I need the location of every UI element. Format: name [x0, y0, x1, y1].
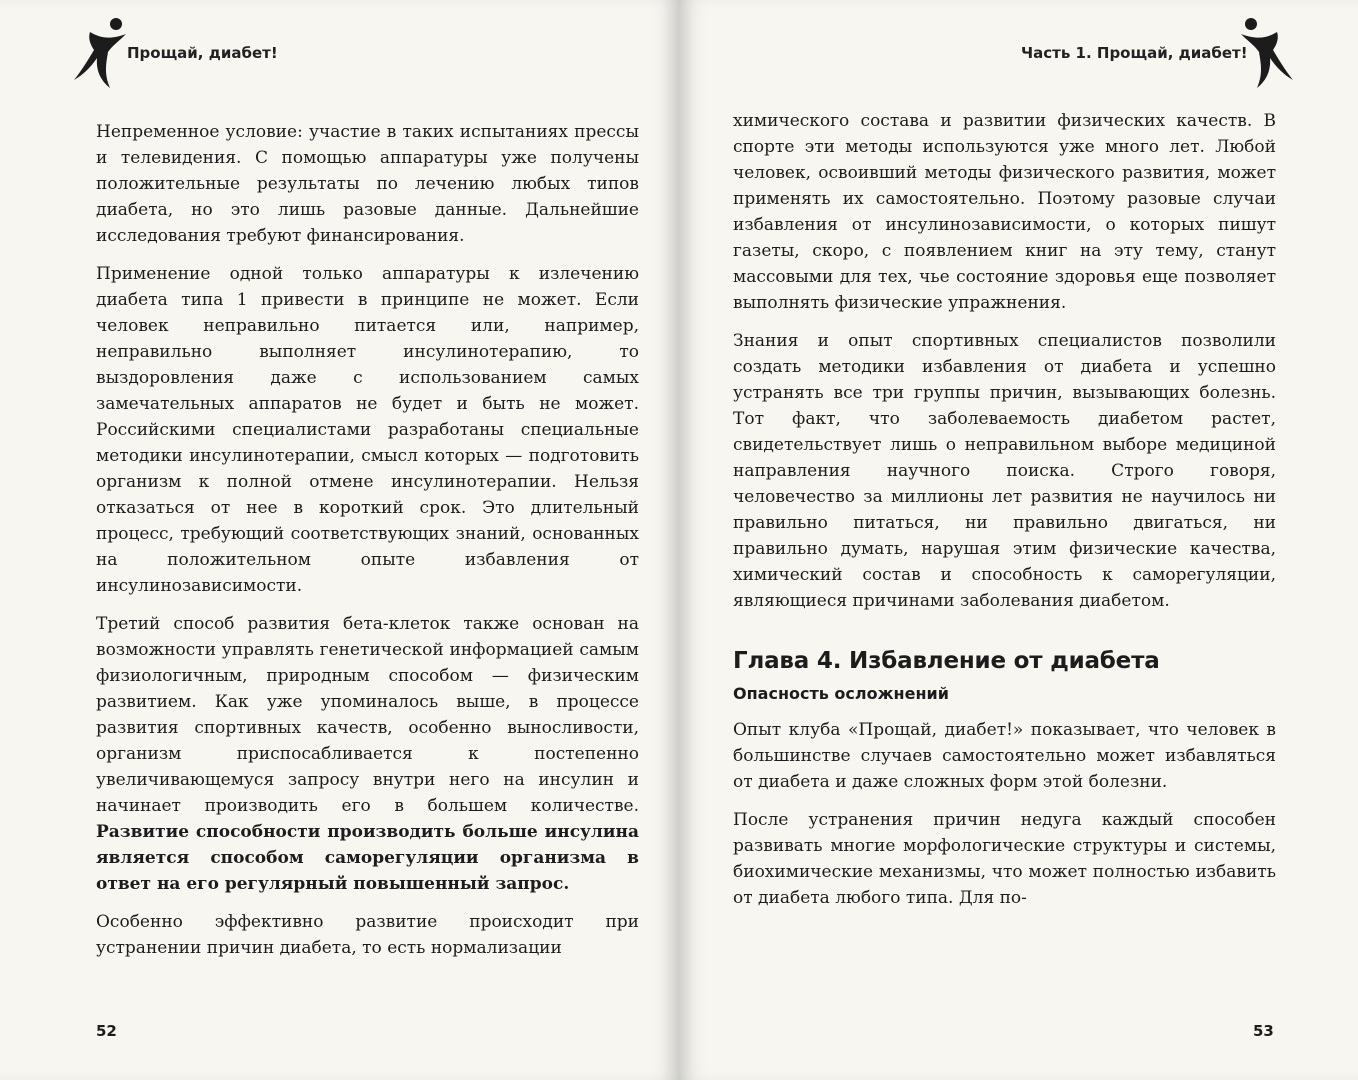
section-title: Опасность осложнений	[733, 684, 949, 703]
bold-emphasis: Развитие способности производить больше инсулина является способом саморегуляции организма в ответ на его регулярный повышенный запрос.	[96, 822, 639, 894]
paragraph: химического состава и развитии физических качеств. В спорте эти методы используются уже много лет. Любой человек, освоивший методы физического развития, может применять их самостоятельно. Поэтому разовые случаи избавления от инсулинозависимости, о которых пишут газеты, скоро, с появлением книг на эту тему, станут массовыми для тех, чье состояние здоровья еще позволяет выполнять физические упражнения.	[733, 111, 1276, 313]
left-page-text	[96, 119, 639, 973]
running-head: Часть 1. Прощай, диабет!	[1021, 44, 1248, 62]
paragraph: Опыт клуба «Прощай, диабет!» показывает, что человек в большинстве случаев самостоятельно может избавляться от диабета и даже сложных форм этой болезни.	[733, 720, 1276, 792]
paragraph: Знания и опыт спортивных специалистов позволили создать методики избавления от диабета и успешно устранять все три группы причин, вызывающих болезнь. Тот факт, что заболеваемость диабетом растет, свидетельствует лишь о неправильном выборе медициной направления научного поиска. Строго говоря, человечество за миллионы лет развития не научилось ни правильно питаться, ни правильно двигаться, ни правильно думать, нарушая этим физические качества, химический состав и способность к саморегуляции, являющиеся причинами заболевания диабетом.	[733, 331, 1276, 611]
paragraph: Применение одной только аппаратуры к излечению диабета типа 1 привести в принципе не может. Если человек неправильно питается или, например, неправильно выполняет инсулинотерапию, то выздоровления даже с использованием самых замечательных аппаратов не будет и быть не может. Российскими специалистами разработаны специальные методики инсулинотерапии, смысл которых — подготовить организм к полной отмене инсулинотерапии. Нельзя отказаться от нее в короткий срок. Это длительный процесс, требующий соответствующих знаний, основанных на положительном опыте избавления от инсулинозависимости.	[96, 264, 639, 596]
paragraph: Третий способ развития бета-клеток также основан на возможности управлять генетической информацией самым физиологичным, природным способом — физическим развитием. Как уже упоминалось выше, в процессе развития спортивных качеств, особенно выносливости, организм приспосабливается к постепенно увеличивающемуся запросу внутри него на инсулин и начинает производить его в большем количестве. Развитие способности производить больше инсулина является способом саморегуляции организма в ответ на его регулярный повышенный запрос.	[96, 614, 639, 894]
right-page	[679, 0, 1358, 1080]
chapter-title: Глава 4. Избавление от диабета	[733, 648, 1160, 674]
running-head: Прощай, диабет!	[127, 44, 278, 62]
right-page-text	[733, 108, 1276, 923]
paragraph: Непременное условие: участие в таких испытаниях прессы и телевидения. С помощью аппаратуры уже получены положительные результаты по лечению любых типов диабета, но это лишь разовые данные. Дальнейшие исследования требуют финансирования.	[96, 122, 639, 246]
paragraph: Особенно эффективно развитие происходит при устранении причин диабета, то есть нормализации	[96, 912, 639, 958]
paragraph: После устранения причин недуга каждый способен развивать многие морфологические структуры и системы, биохимические механизмы, что может полностью избавить от диабета любого типа. Для по-	[733, 810, 1276, 908]
page-number: 52	[96, 1022, 117, 1040]
page-number: 53	[1253, 1022, 1274, 1040]
